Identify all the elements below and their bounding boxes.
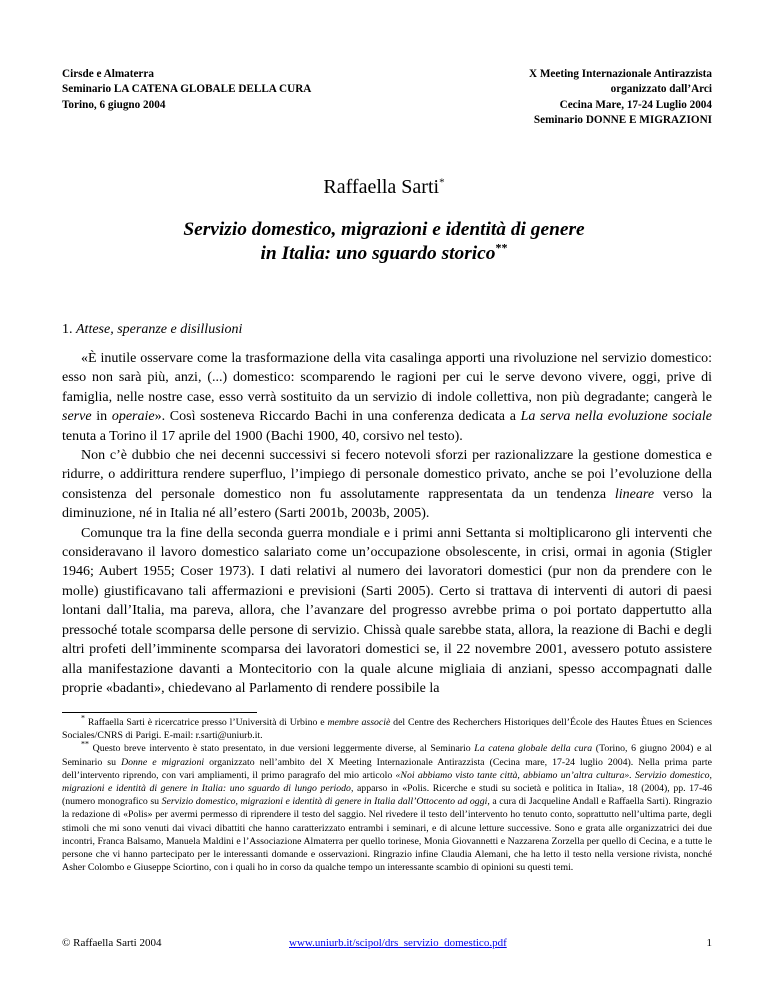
footnote-mark: *: [81, 713, 85, 723]
header-left: [62, 67, 311, 113]
footnote-text-run: del Centre des Recherchers Historiques dell’École des Hautes Ètues en Sciences Sociales/CNRS di Parigi. E-mail: r.sarti@uniurb.it.: [62, 717, 713, 742]
body-text-run: tenuta a Torino il 17 aprile del 1900 (Bachi 1900, 40, corsivo nel testo).: [62, 428, 463, 444]
footnote-text-run: , apparso in «Polis. Ricerche e studi su società e politica in Italia», 18 (2004), pp. 17-46 (numero monografico su: [62, 783, 713, 808]
body-text-run: ». Così sosteneva Riccardo Bachi in una conferenza dedicata a: [154, 409, 521, 425]
footnote-text-run: Questo breve intervento è stato presentato, in due versioni leggermente diverse, al Seminario: [89, 743, 475, 755]
body-text-run: verso la diminuzione, né in Italia né all’estero (Sarti 2001b, 2003b, 2005).: [62, 486, 713, 522]
footnote-text-run: , a cura di Jacqueline Andall e Raffaella Sarti). Ringrazio la redazione di «Polis» per avermi permesso di riprendere il testo del saggio. Nel rivedere il testo dell’intervento ho tenuto conto, soprattutto nell’ultima parte, degli stimoli che mi sono venuti dai vivaci dibattiti che hanno caratterizzato entrambi i seminari, e di alcune letture successive. Sono e grata alle organizzatrici dei due incontri, Franca Balsamo, Manuela Maldini e l’Associazione Almaterra per quello torinese, Monia Giovannetti e Nazzarena Zorzella per quello di Cecina, e a tutte le persone che vi hanno partecipato per le interessanti domande e osservazioni. Ringrazio infine Claudia Alemani, che ha letto il testo nella versione rivista, nonché Asher Colombo e Giuseppe Sciortino, con i quali ho in corso da qualche tempo un interessante scambio di opinioni su questi temi.: [62, 796, 712, 874]
section-number: 1.: [62, 322, 73, 337]
document-title: [0, 218, 768, 266]
footnote-text-run: membre associè: [327, 717, 391, 728]
header-left-line: Seminario LA CATENA GLOBALE DELLA CURA: [62, 83, 312, 96]
author-footnote-mark[interactable]: *: [439, 176, 445, 189]
author-name-text: Raffaella Sarti: [323, 176, 440, 198]
header-right-line: X Meeting Internazionale Antirazzista: [528, 68, 712, 80]
body-text-run: «È inutile osservare come la trasformazione della vita casalinga apporti una rivoluzione nel servizio domestico: esso non sarà più, anzi, (...) domestico: scomparendo le ragioni per cui le serve devono vivere, oggi, prive di famiglia, nelle nostre case, esso verrà sostituito da un servizio di indole collettiva, non più degradante; cangerà le: [62, 351, 712, 405]
header-right-line: organizzato dall’Arci: [610, 83, 712, 96]
body-text-run: serve: [62, 409, 92, 425]
footnote-text-run: Servizio domestico, migrazioni e identità di genere in Italia dall’Ottocento ad oggi: [161, 796, 488, 808]
body-paragraph: [62, 524, 712, 699]
title-line-2: [0, 242, 768, 266]
footnote-mark: **: [81, 740, 89, 750]
body-text-run: operaie: [111, 409, 155, 425]
section-title: Attese, speranze e disillusioni: [76, 322, 243, 337]
footer-copyright: © Raffaella Sarti 2004: [62, 937, 162, 949]
footnote-text-run: (Torino, 6 giugno 2004) e al Seminario su: [62, 743, 712, 768]
footnote-text-run: «Noi abbiamo visto tante città, abbiamo un’altra cultura». Servizio domestico, migrazioni e identità di genere in Italia: uno sguardo di lungo periodo: [62, 769, 712, 795]
footnotes: [62, 713, 713, 874]
body-text-run: in: [91, 409, 112, 425]
header-right: [529, 67, 712, 129]
footnote: [62, 742, 712, 874]
section-heading: [62, 322, 242, 338]
body-paragraph: [62, 349, 712, 446]
body-text-run: Comunque tra la fine della seconda guerra mondiale e i primi anni Settanta si moltiplicarono gli interventi che consideravano il lavoro domestico salariato come un’occupazione obsolescente, in crisi, ormai in agonia (Stigler 1946; Aubert 1955; Coser 1973). I dati relativi al numero dei lavoratori domestici (pur non da prendere con le molle) giustificavano tali affermazioni e previsioni (Sarti 2005). Certo si trattava di interventi di autori di paesi lontani dall’Italia, ma pareva, allora, che l’avanzare del progresso avrebbe prima o poi portato dappertutto alla pressoché totale scomparsa delle persone di servizio. Chissà quale sarebbe stata, allora, la reazione di Bachi e degli altri profeti dell’imminente scomparsa dei lavoratori domestici se, il 22 novembre 2001, avessero potuto assistere alla manifestazione davanti a Montecitorio con la quale alcune migliaia di anziani, spesso accompagnati dalle proprie «badanti», chiedevano al Parlamento di rendere possibile la: [62, 525, 712, 696]
title-footnote-mark[interactable]: **: [495, 240, 508, 255]
header-right-line: Cecina Mare, 17-24 Luglio 2004: [559, 98, 712, 111]
author-name: [0, 176, 768, 199]
body-paragraph: [62, 446, 712, 524]
footer-url-link[interactable]: www.uniurb.it/scipol/drs_servizio_domestico.pdf: [289, 937, 507, 949]
footnote-text-run: Donne e migrazioni: [121, 756, 205, 768]
title-line-1: Servizio domestico, migrazioni e identità di genere: [183, 219, 585, 240]
body-text-run: La serva nella evoluzione sociale: [520, 409, 713, 425]
title-line-2-text: in Italia: uno sguardo storico: [260, 243, 496, 264]
footnote-separator: [62, 712, 257, 713]
body-text-run: lineare: [614, 486, 655, 502]
footnote: [62, 713, 713, 742]
body-text-run: Non c’è dubbio che nei decenni successivi si fecero notevoli sforzi per razionalizzare la gestione domestica e ridurre, o addirittura rendere superfluo, l’impiego di personale domestico privato, anche se poi l’evoluzione della consistenza del personale domestico non fu assolutamente rappresentata da un tendenza: [62, 448, 712, 502]
footnote-text-run: organizzato nell’ambito del X Meeting Internazionale Antirazzista (Cecina mare, 17-24 luglio 2004). Nella prima parte dell’intervento riprendo, con vari ampliamenti, il primo paragrafo del mio articolo: [62, 756, 712, 781]
header-left-line: Torino, 6 giugno 2004: [62, 98, 166, 111]
body-text: [62, 349, 712, 698]
page-number: 1: [706, 937, 712, 949]
header-left-line: Cirsde e Almaterra: [62, 68, 154, 80]
footnote-text-run: Raffaella Sarti è ricercatrice presso l’Università di Urbino e: [85, 717, 328, 728]
footnote-text-run: La catena globale della cura: [474, 743, 593, 755]
header-right-line: Seminario DONNE E MIGRAZIONI: [533, 114, 712, 127]
